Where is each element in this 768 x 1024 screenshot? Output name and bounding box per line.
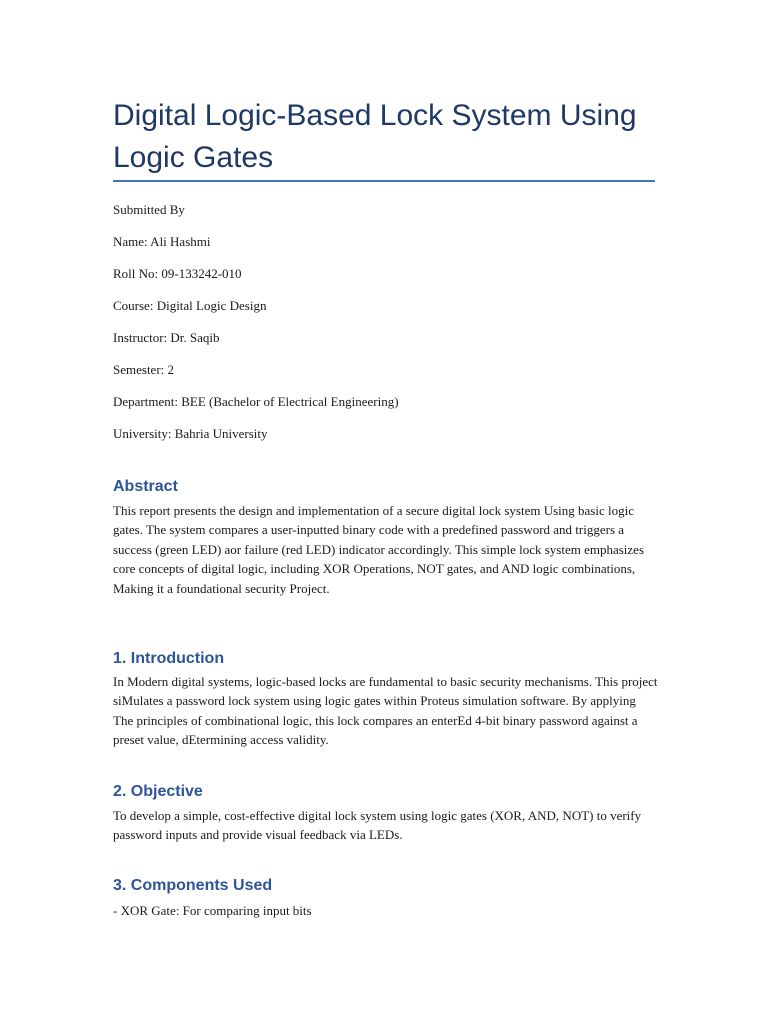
components-heading: 3. Components Used <box>113 877 273 894</box>
introduction-heading: 1. Introduction <box>113 650 225 667</box>
objective-heading: 2. Objective <box>113 783 203 800</box>
submitted-by-label: Submitted By <box>113 202 185 217</box>
document-title: Digital Logic-Based Lock System Using Logic Gates <box>113 99 637 174</box>
university: University: Bahria University <box>113 426 268 441</box>
department: Department: BEE (Bachelor of Electrical Engineering) <box>113 394 399 409</box>
introduction-body: In Modern digital systems, logic-based locks are fundamental to basic security mechanisms. This project siMulates a password lock system using logic gates within Proteus simulation software. By applying The principles of combinational logic, this lock compares an enterEd 4-bit binary password against a preset value, dEtermining access validity. <box>113 674 658 748</box>
semester: Semester: 2 <box>113 362 175 377</box>
instructor-name: Instructor: Dr. Saqib <box>113 330 220 345</box>
student-name: Name: Ali Hashmi <box>113 234 211 249</box>
title-underline <box>113 180 655 182</box>
abstract-body: This report presents the design and implementation of a secure digital lock system Using basic logic gates. The system compares a user-inputted binary code with a predefined password and triggers a success (green LED) aor failure (red LED) indicator accordingly. This simple lock system emphasizes core concepts of digital logic, including XOR Operations, NOT gates, and AND logic combinations, Making it a foundational security Project. <box>113 503 645 596</box>
objective-body: To develop a simple, cost-effective digital lock system using logic gates (XOR, AND, NOT) to verify password inputs and provide visual feedback via LEDs. <box>113 808 642 843</box>
roll-number: Roll No: 09-133242-010 <box>113 266 242 281</box>
component-item-xor: - XOR Gate: For comparing input bits <box>113 903 312 918</box>
abstract-heading: Abstract <box>113 478 178 495</box>
course-name: Course: Digital Logic Design <box>113 298 267 313</box>
